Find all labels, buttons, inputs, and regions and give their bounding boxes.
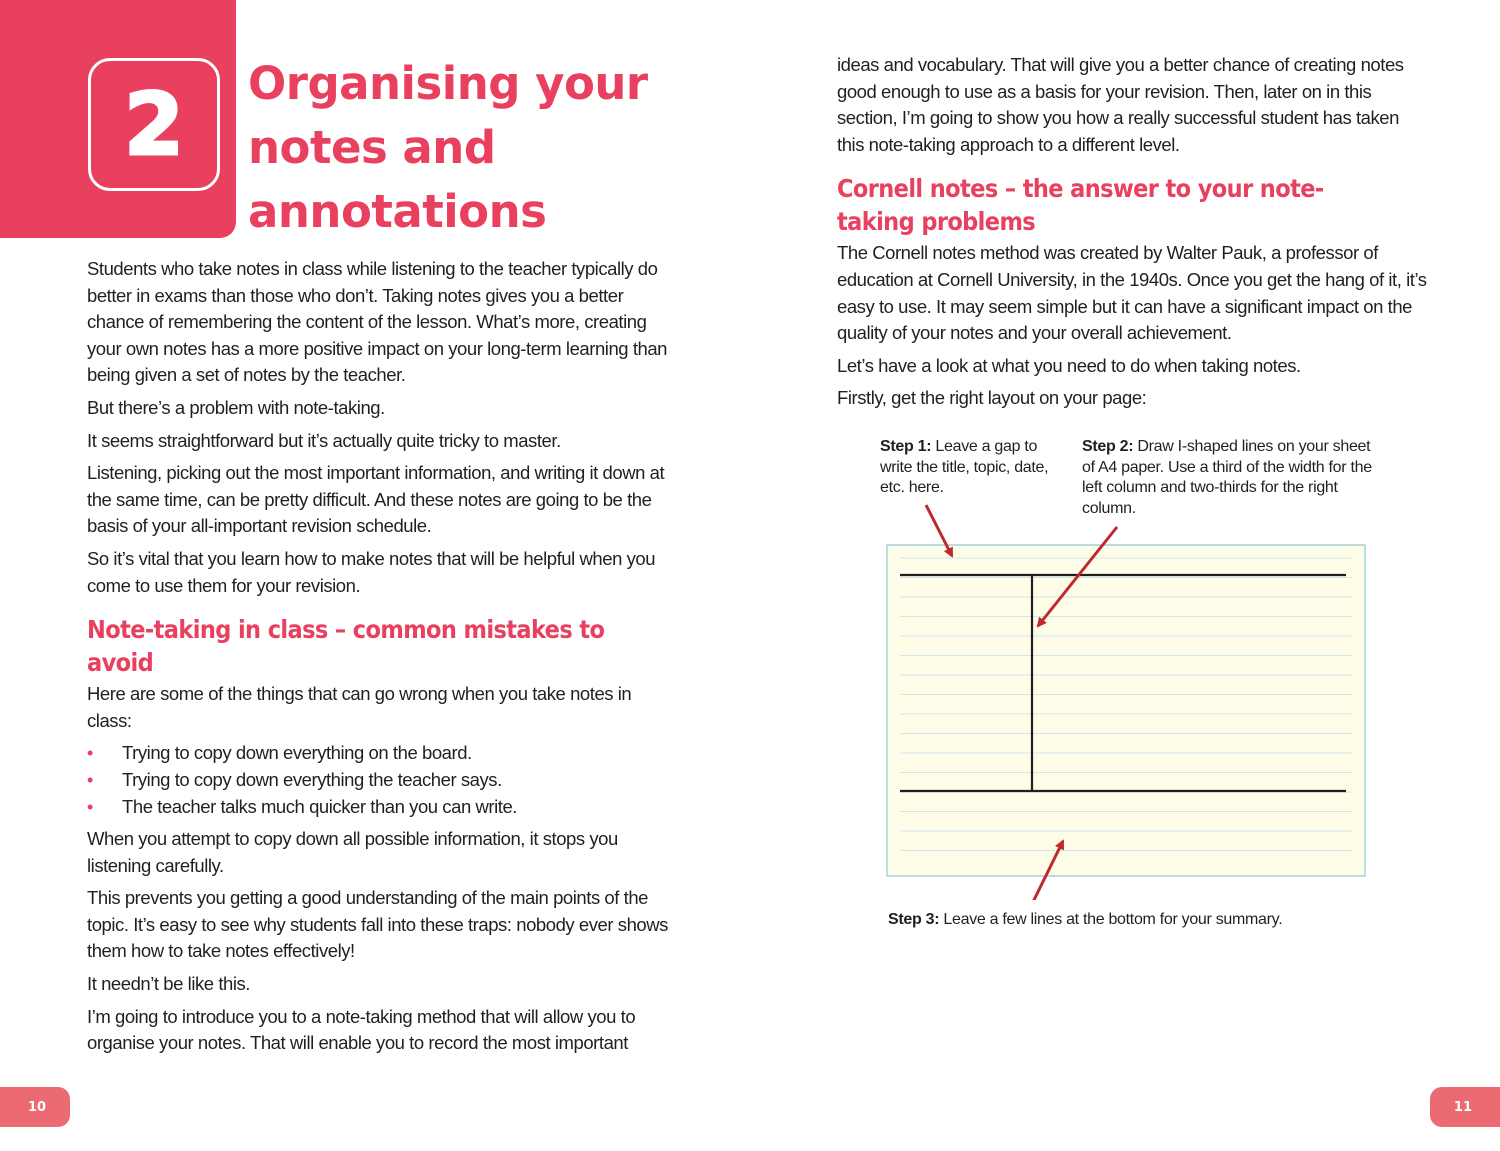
step-3-label: Step 3: Leave a few lines at the bottom for your summary. xyxy=(888,911,1283,928)
bullet-icon: • xyxy=(87,796,93,817)
step-2-label: Step 2: Draw I-shaped lines on your sheet of A4 paper. Use a third of the width for the left column and two-thirds for the right column. xyxy=(1082,438,1372,517)
section-heading-cornell: Cornell notes – the answer to your note-taking problems xyxy=(837,174,1324,237)
lined-paper-illustration xyxy=(860,430,1420,900)
bullet-icon: • xyxy=(87,769,93,790)
paragraph: Listening, picking out the most important information, and writing it down at the same time, can be pretty difficult. And these notes are going to be the basis of your all-important revision schedule. xyxy=(87,462,665,537)
paragraph: Students who take notes in class while listening to the teacher typically do better in exams than those who don’t. Taking notes gives you a better chance of remembering the content of the lesson. What’s more, creating your own notes has a more positive impact on your long-term learning than being given a set of notes by the teacher. xyxy=(87,258,668,386)
paragraph: ideas and vocabulary. That will give you a better chance of creating notes good enough to use as a basis for your revision. Then, later on in this section, I’m going to show you how a really successful student has taken this note-taking approach to a different level. xyxy=(837,54,1404,155)
paragraph: This prevents you getting a good understanding of the main points of the topic. It’s easy to see why students fall into these traps: nobody ever shows them how to take notes effectively! xyxy=(87,887,668,962)
page-number-left: 10 xyxy=(0,1087,70,1127)
paragraph: It needn’t be like this. xyxy=(87,973,250,995)
chapter-number-box xyxy=(88,58,220,191)
step-1-label: Step 1: Leave a gap to write the title, topic, date, etc. here. xyxy=(880,438,1049,496)
right-page-column xyxy=(837,52,1427,418)
paragraph: When you attempt to copy down all possible information, it stops you listening carefully. xyxy=(87,828,618,876)
list-item: • Trying to copy down everything the teacher says. xyxy=(87,767,677,794)
paragraph: I’m going to introduce you to a note-taking method that will allow you to organise your notes. That will enable you to record the most important xyxy=(87,1005,636,1054)
paragraph: It seems straightforward but it’s actually quite tricky to master. xyxy=(87,429,561,451)
paragraph: Let’s have a look at what you need to do when taking notes. xyxy=(837,354,1301,376)
chapter-number-block xyxy=(0,0,236,238)
mistakes-list xyxy=(87,740,677,820)
section-heading-mistakes: Note-taking in class – common mistakes to avoid xyxy=(87,615,605,678)
list-item: • Trying to copy down everything on the board. xyxy=(87,740,677,767)
chapter-number: 2 xyxy=(124,74,184,175)
bullet-icon: • xyxy=(87,743,93,764)
paragraph: Firstly, get the right layout on your page: xyxy=(837,387,1147,409)
page-number-right: 11 xyxy=(1430,1087,1500,1127)
paragraph: So it’s vital that you learn how to make notes that will be helpful when you come to use them for your revision. xyxy=(87,547,656,596)
paragraph: But there’s a problem with note-taking. xyxy=(87,396,385,418)
chapter-title: Organising your notes and annotations xyxy=(248,57,648,238)
paper-sheet xyxy=(887,545,1365,876)
paragraph: Here are some of the things that can go wrong when you take notes in class: xyxy=(87,683,632,731)
cornell-notes-diagram xyxy=(860,430,1420,950)
list-item: • The teacher talks much quicker than you can write. xyxy=(87,794,677,821)
left-page-column xyxy=(87,256,677,1063)
paragraph: The Cornell notes method was created by Walter Pauk, a professor of education at Cornell University, in the 1940s. Once you get the hang of it, it’s easy to use. It may seem simple but it can have a significant impact on the quality of your notes and your overall achievement. xyxy=(837,242,1427,344)
